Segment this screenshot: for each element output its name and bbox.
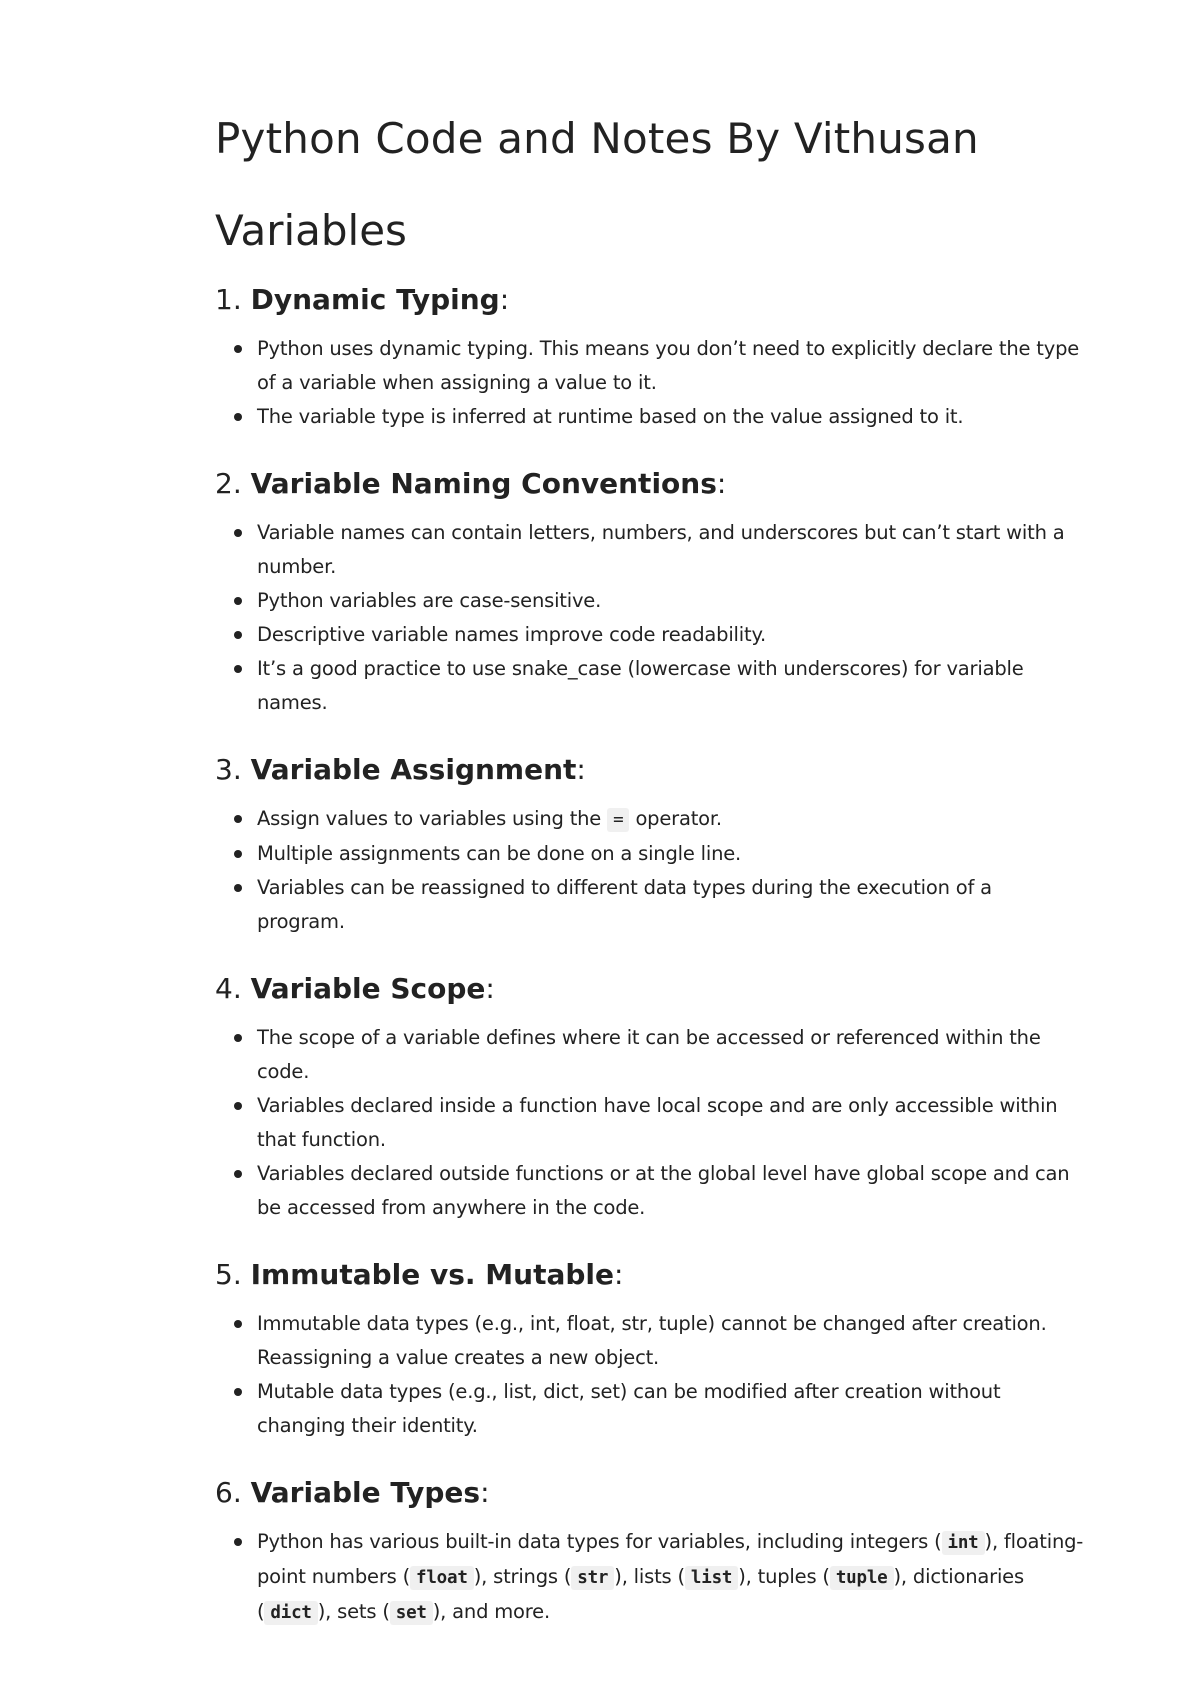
list-item: It’s a good practice to use snake_case (lowercase with underscores) for variable names. <box>257 652 1085 720</box>
inline-code: str <box>571 1566 614 1590</box>
inline-code: dict <box>264 1601 317 1625</box>
inline-code: tuple <box>830 1566 894 1590</box>
list-item: Assign values to variables using the = operator. <box>257 802 1085 837</box>
subheading: 2. Variable Naming Conventions: <box>215 467 727 500</box>
inline-code: list <box>685 1566 738 1590</box>
list-item: Variables declared inside a function have local scope and are only accessible within that function. <box>257 1089 1085 1157</box>
bullet-list <box>215 802 1085 939</box>
bullet-list <box>215 1307 1085 1443</box>
inline-code: int <box>942 1531 985 1555</box>
section-naming-conventions <box>215 464 1085 720</box>
list-item: Descriptive variable names improve code readability. <box>257 618 1085 652</box>
document-content <box>215 110 1085 1630</box>
inline-code: set <box>390 1601 433 1625</box>
subheading: 4. Variable Scope: <box>215 972 495 1005</box>
section-dynamic-typing <box>215 280 1085 434</box>
list-item: Variable names can contain letters, numbers, and underscores but can’t start with a number. <box>257 516 1085 584</box>
list-item: Mutable data types (e.g., list, dict, set) can be modified after creation without changing their identity. <box>257 1375 1085 1443</box>
subheading: 3. Variable Assignment: <box>215 753 586 786</box>
section-title: Variables <box>215 206 407 255</box>
list-item: Immutable data types (e.g., int, float, str, tuple) cannot be changed after creation. Reassigning a value creates a new object. <box>257 1307 1085 1375</box>
subheading: 6. Variable Types: <box>215 1476 490 1509</box>
bullet-list <box>215 1525 1085 1630</box>
section-immutable-mutable <box>215 1255 1085 1443</box>
list-item: Variables can be reassigned to different data types during the execution of a program. <box>257 871 1085 939</box>
list-item: The scope of a variable defines where it can be accessed or referenced within the code. <box>257 1021 1085 1089</box>
inline-code: = <box>607 808 629 832</box>
subheading: 5. Immutable vs. Mutable: <box>215 1258 624 1291</box>
inline-code: float <box>410 1566 474 1590</box>
bullet-list <box>215 1021 1085 1225</box>
list-item: Multiple assignments can be done on a single line. <box>257 837 1085 871</box>
list-item: The variable type is inferred at runtime based on the value assigned to it. <box>257 400 1085 434</box>
list-item: Variables declared outside functions or at the global level have global scope and can be accessed from anywhere in the code. <box>257 1157 1085 1225</box>
section-variable-assignment <box>215 750 1085 939</box>
bullet-list <box>215 516 1085 720</box>
subheading: 1. Dynamic Typing: <box>215 283 510 316</box>
section-variable-types <box>215 1473 1085 1630</box>
section-variable-scope <box>215 969 1085 1225</box>
bullet-list <box>215 332 1085 434</box>
list-item: Python variables are case-sensitive. <box>257 584 1085 618</box>
list-item: Python uses dynamic typing. This means you don’t need to explicitly declare the type of a variable when assigning a value to it. <box>257 332 1085 400</box>
list-item: Python has various built-in data types for variables, including integers ( int ), floating-point numbers ( float ), strings ( str ), lists ( list ), tuples ( tuple ), dictionaries ( dict ), sets ( set ), and more. <box>257 1525 1085 1630</box>
page-title: Python Code and Notes By Vithusan <box>215 114 979 163</box>
